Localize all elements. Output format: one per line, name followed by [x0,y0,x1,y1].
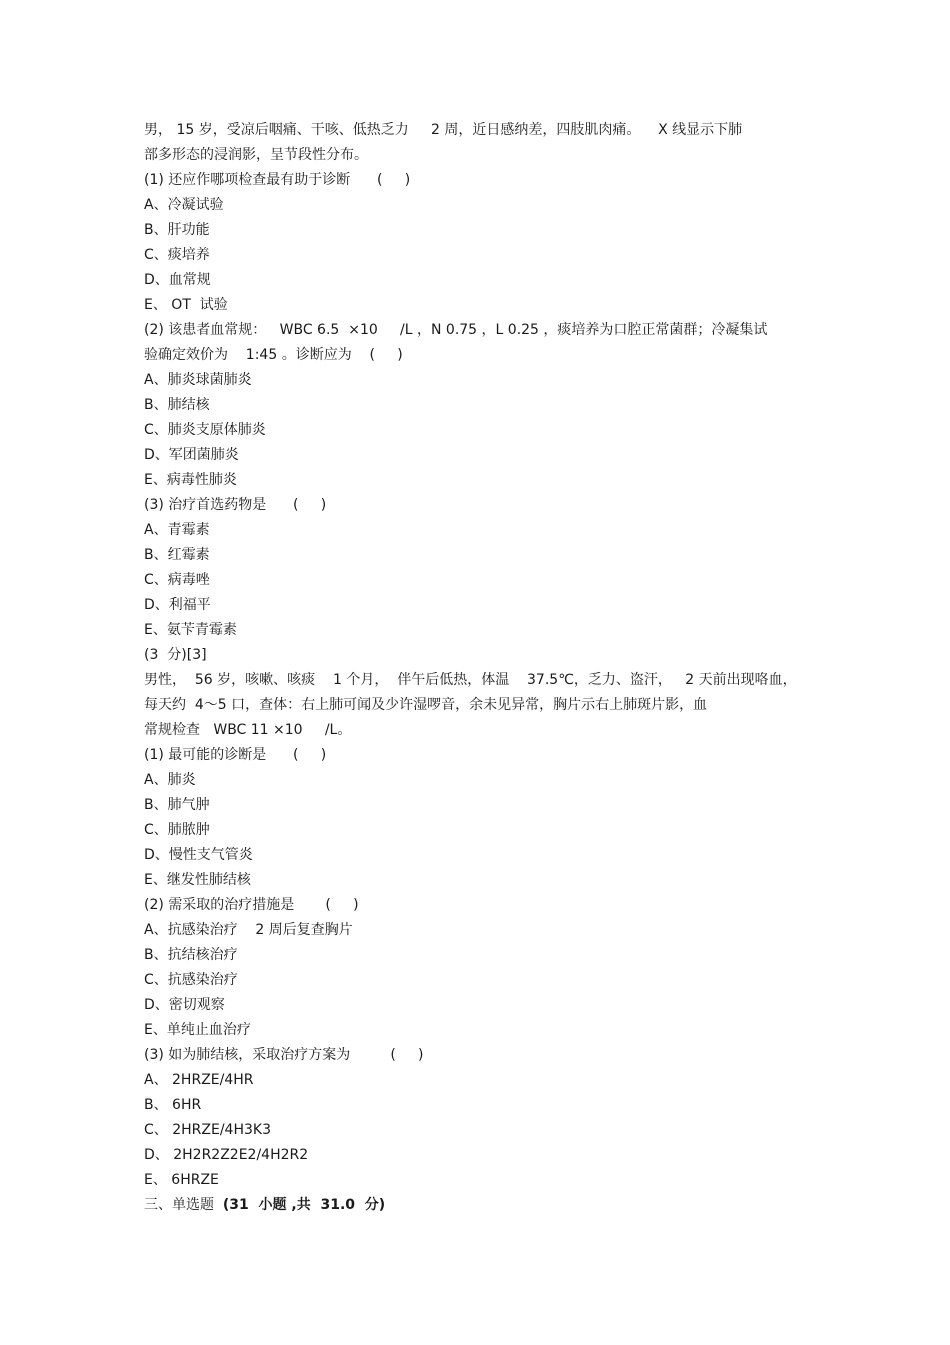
case1-q2-prompt-line2: 验确定效价为 1:45 。诊断应为 ( ) [144,347,403,363]
case2-q3-prompt: (3) 如为肺结核，采取治疗方案为 ( ) [144,1047,424,1063]
option-e: E、单纯止血治疗 [144,1022,251,1038]
option-a: A、青霉素 [144,522,210,538]
option-a: A、冷凝试验 [144,197,224,213]
option-d: D、慢性支气管炎 [144,847,253,863]
section-prefix: 三、单选题 [144,1197,223,1213]
option-e: E、继发性肺结核 [144,872,251,888]
option-e: E、 OT 试验 [144,297,228,313]
option-c: C、肺脓肿 [144,822,210,838]
option-d: D、密切观察 [144,997,225,1013]
option-c: C、肺炎支原体肺炎 [144,422,266,438]
option-d: D、利福平 [144,597,211,613]
option-b: B、肺气肿 [144,797,210,813]
case2-q2-prompt: (2) 需采取的治疗措施是 ( ) [144,897,359,913]
case1-stem-line1: 男， 15 岁，受凉后咽痛、干咳、低热乏力 2 周，近日感纳差，四肢肌肉痛。 X 线显示下肺 [144,122,743,138]
option-e: E、氨苄青霉素 [144,622,237,638]
option-a: A、抗感染治疗 2 周后复查胸片 [144,922,353,938]
case1-q2-prompt-line1: (2) 该患者血常规： WBC 6.5 ×10 /L ，N 0.75 ，L 0.25 ，痰培养为口腔正常菌群；冷凝集试 [144,322,768,338]
option-e: E、病毒性肺炎 [144,472,237,488]
option-b: B、红霉素 [144,547,210,563]
option-c: C、抗感染治疗 [144,972,238,988]
section-heading [144,1193,804,1218]
option-e: E、 6HRZE [144,1172,219,1188]
option-a: A、 2HRZE/4HR [144,1072,254,1088]
section-count: (31 小题 ,共 31.0 分) [222,1197,386,1213]
option-b: B、 6HR [144,1097,202,1113]
case2-stem-line2: 每天约 4～5 口，查体：右上肺可闻及少许湿啰音，余未见异常，胸片示右上肺斑片影，血 [144,697,708,713]
case1-q1-prompt: (1) 还应作哪项检查最有助于诊断 ( ) [144,172,411,188]
option-d: D、血常规 [144,272,211,288]
document-content [144,118,804,1218]
option-b: B、肝功能 [144,222,210,238]
option-b: B、肺结核 [144,397,210,413]
option-a: A、肺炎球菌肺炎 [144,372,252,388]
case1-q3-prompt: (3) 治疗首选药物是 ( ) [144,497,327,513]
option-c: C、痰培养 [144,247,210,263]
option-d: D、 2H2R2Z2E2/4H2R2 [144,1147,309,1163]
case2-stem-line1: 男性， 56 岁，咳嗽、咳痰 1 个月， 伴午后低热，体温 37.5℃，乏力、盗汗， 2 天前出现咯血， [144,672,797,688]
option-a: A、肺炎 [144,772,196,788]
case2-q1-prompt: (1) 最可能的诊断是 ( ) [144,747,327,763]
case2-score: (3 分)[3] [144,647,207,663]
option-b: B、抗结核治疗 [144,947,238,963]
option-d: D、军团菌肺炎 [144,447,239,463]
case2-stem-line3: 常规检查 WBC 11 ×10 /L。 [144,722,352,738]
option-c: C、病毒唑 [144,572,210,588]
case1-stem-line2: 部多形态的浸润影，呈节段性分布。 [144,147,368,163]
option-c: C、 2HRZE/4H3K3 [144,1122,271,1138]
